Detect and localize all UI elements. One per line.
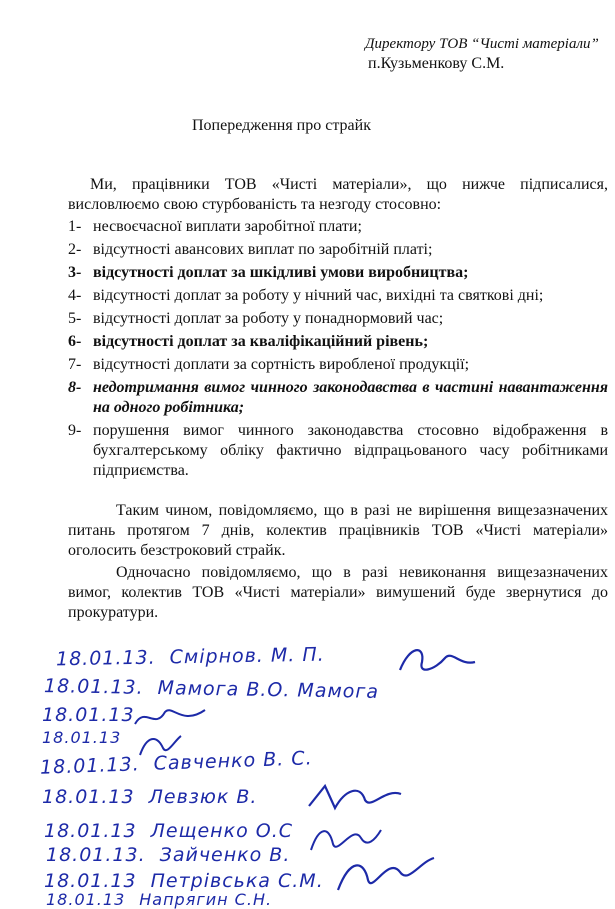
signature-row bbox=[46, 890, 272, 909]
signature-name: Петрівська С.М. bbox=[150, 870, 324, 892]
document-title: Попередження про страйк bbox=[192, 117, 371, 134]
signature-name: Савченко В. С. bbox=[153, 747, 313, 775]
strike-warning-paragraph: Таким чином, повідомляємо, що в разі не вирішення вищезазначених питань протягом 7 днів, колектив працівників ТОВ «Чисті матеріали» оголосить безстроковий страйк. bbox=[68, 502, 608, 559]
addressee-line-2: п.Кузьменкову С.М. bbox=[368, 55, 505, 72]
signature-date: 18.01.13. bbox=[43, 675, 144, 699]
signature-row bbox=[44, 870, 324, 892]
signature-name: Лещенко О.С bbox=[150, 820, 293, 842]
list-item bbox=[68, 286, 608, 306]
signature-scribble bbox=[305, 780, 405, 814]
list-item-text: несвоєчасної виплати заробітної плати; bbox=[93, 218, 362, 235]
signature-date: 18.01.13 bbox=[42, 728, 122, 747]
signature-row bbox=[42, 728, 135, 747]
signature-row bbox=[44, 820, 293, 842]
signature-name: Левзюк В. bbox=[148, 786, 258, 808]
signature-scribble bbox=[330, 850, 440, 900]
list-item bbox=[68, 421, 608, 481]
signature-name: Мамога В.О. Мамога bbox=[157, 677, 380, 703]
list-item-text: порушення вимог чинного законодавства стосовно відображення в бухгалтерському обліку фактично відпрацьованого часу робітниками підприємства. bbox=[93, 422, 608, 479]
list-item-number: 5- bbox=[68, 310, 82, 327]
prosecutor-warning-paragraph: Одночасно повідомляємо, що в разі невиконання вищезазначених вимог, колектив ТОВ «Чисті матеріали» вимушений буде звернутися до прокуратури. bbox=[68, 564, 608, 621]
list-item-number: 4- bbox=[68, 287, 82, 304]
signature-date: 18.01.13 bbox=[42, 704, 135, 726]
list-item-text: відсутності доплат за роботу у понаднормовий час; bbox=[93, 310, 444, 327]
signature-scribble bbox=[390, 640, 480, 680]
list-item bbox=[68, 217, 608, 237]
list-item-text: недотримання вимог чинного законодавства в частині навантаження на одного робітника; bbox=[93, 379, 608, 416]
list-item-number: 8- bbox=[68, 379, 82, 396]
signature-scribble bbox=[130, 702, 210, 732]
list-item-number: 1- bbox=[68, 218, 82, 235]
signature-row bbox=[46, 844, 290, 866]
signature-date: 18.01.13. bbox=[39, 753, 141, 779]
grievance-list bbox=[68, 217, 608, 481]
signature-name: Смірнов. М. П. bbox=[169, 643, 325, 669]
list-item-number: 6- bbox=[68, 333, 82, 350]
signature-row bbox=[42, 786, 257, 808]
list-item-number: 9- bbox=[68, 422, 82, 439]
list-item-number: 3- bbox=[68, 264, 82, 281]
list-item-text: відсутності авансових виплат по заробітній платі; bbox=[93, 241, 433, 258]
signature-name: Напрягин С.Н. bbox=[139, 890, 273, 909]
list-item bbox=[68, 355, 608, 375]
list-item-text: відсутності доплат за шкідливі умови виробництва; bbox=[93, 264, 469, 281]
signature-row bbox=[56, 644, 325, 671]
signature-date: 18.01.13 bbox=[44, 870, 137, 892]
document-body bbox=[68, 175, 608, 623]
addressee-block bbox=[365, 34, 599, 74]
list-item-number: 7- bbox=[68, 356, 82, 373]
intro-paragraph: Ми, працівники ТОВ «Чисті матеріали», що нижче підписалися, висловлюємо свою стурбованість та незгоду стосовно: bbox=[68, 176, 608, 213]
addressee-line-1: Директору ТОВ “Чисті матеріали” bbox=[365, 36, 599, 52]
signature-date: 18.01.13. bbox=[46, 844, 146, 866]
signature-date: 18.01.13 bbox=[44, 820, 137, 842]
signature-date: 18.01.13. bbox=[55, 646, 156, 671]
list-item-text: відсутності доплат за роботу у нічний час, вихідні та святкові дні; bbox=[93, 287, 544, 304]
list-item-text: відсутності доплат за кваліфікаційний рівень; bbox=[93, 333, 429, 350]
list-item bbox=[68, 378, 608, 418]
list-item bbox=[68, 332, 608, 352]
signature-scribble bbox=[135, 730, 185, 760]
signature-row bbox=[44, 675, 379, 703]
list-item-text: відсутності доплати за сортність виробленої продукції; bbox=[93, 356, 470, 373]
signature-date: 18.01.13 bbox=[42, 786, 135, 808]
signature-date: 18.01.13 bbox=[46, 890, 126, 909]
list-item bbox=[68, 240, 608, 260]
list-item bbox=[68, 263, 608, 283]
signatures-block bbox=[39, 640, 600, 909]
list-item bbox=[68, 309, 608, 329]
list-item-number: 2- bbox=[68, 241, 82, 258]
signature-name: Зайченко В. bbox=[159, 844, 291, 866]
